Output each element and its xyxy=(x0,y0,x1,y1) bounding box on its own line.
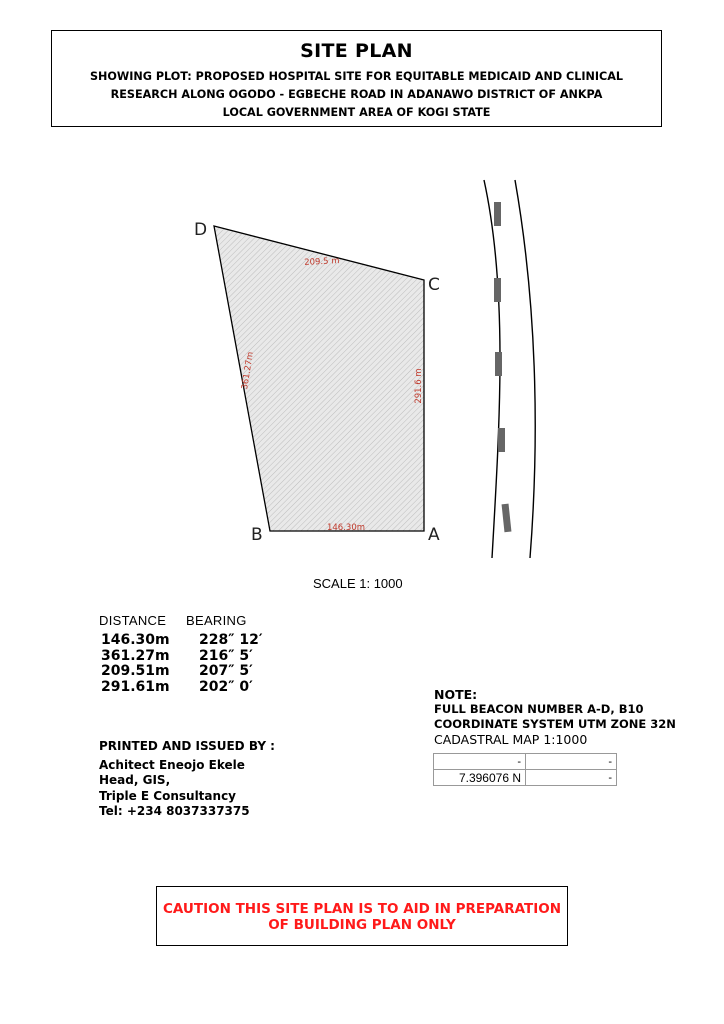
distance-value: 146.30m xyxy=(101,632,170,648)
caution-box xyxy=(156,886,568,946)
side-label-ba: 146.30m xyxy=(326,523,366,533)
note-heading: NOTE: xyxy=(434,687,478,702)
table-cell: - xyxy=(526,754,617,770)
scale-label: SCALE 1: 1000 xyxy=(313,576,403,591)
bearing-value: 202″ 0′ xyxy=(199,678,253,695)
road-lane-marking xyxy=(495,352,502,376)
distance-value: 291.61m xyxy=(101,678,170,695)
issuer-line: Tel: +234 8037337375 xyxy=(99,804,250,818)
issuer-line: Triple E Consultancy xyxy=(99,788,236,803)
survey-row xyxy=(101,680,263,696)
road-lane-marking xyxy=(502,504,512,533)
side-label-db: 361.27m xyxy=(240,351,256,391)
survey-row xyxy=(101,633,263,649)
table-row xyxy=(434,754,617,770)
issuer-line: Head, GIS, xyxy=(99,773,171,787)
distance-value: 209.51m xyxy=(101,663,170,679)
bearing-value: 228″ 12′ xyxy=(199,632,263,648)
note-line: FULL BEACON NUMBER A-D, B10 xyxy=(434,702,644,716)
beacon-label-c: C xyxy=(428,275,440,295)
note-line: CADASTRAL MAP 1:1000 xyxy=(434,732,588,747)
page-title: SITE PLAN xyxy=(300,40,413,62)
beacon-label-d: D xyxy=(194,220,208,240)
survey-row xyxy=(101,664,263,680)
note-block xyxy=(434,687,676,747)
survey-table xyxy=(101,633,263,695)
side-label-dc: 209.5 m xyxy=(303,256,340,268)
issuer-heading: PRINTED AND ISSUED BY : xyxy=(99,739,275,753)
survey-row xyxy=(101,649,263,665)
plot-description-line: SHOWING PLOT: PROPOSED HOSPITAL SITE FOR EQUITABLE MEDICAID AND CLINICAL xyxy=(89,70,624,83)
issuer-block xyxy=(99,739,275,820)
bearing-header: BEARING xyxy=(186,613,247,628)
road-lane-marking xyxy=(498,428,505,452)
caution-line: CAUTION THIS SITE PLAN IS TO AID IN PREPARATION xyxy=(162,901,562,917)
table-cell: - xyxy=(526,770,617,786)
table-cell: 7.396076 N xyxy=(434,770,526,786)
road-lane-marking xyxy=(494,278,501,302)
plot-description-line: RESEARCH ALONG OGODO - EGBECHE ROAD IN ADANAWO DISTRICT OF ANKPA xyxy=(110,88,603,101)
bearing-value: 207″ 5′ xyxy=(199,663,253,679)
coordinates-table xyxy=(433,753,617,786)
beacon-label-b: B xyxy=(251,525,263,545)
plot-description-line: LOCAL GOVERNMENT AREA OF KOGI STATE xyxy=(222,106,491,119)
table-cell: - xyxy=(434,754,526,770)
distance-value: 361.27m xyxy=(101,647,170,664)
road xyxy=(484,180,535,558)
bearing-value: 216″ 5′ xyxy=(199,647,253,664)
caution-line: OF BUILDING PLAN ONLY xyxy=(268,917,456,933)
side-label-ca: 291.6 m xyxy=(414,368,424,404)
distance-header: DISTANCE xyxy=(99,613,167,628)
beacon-label-a: A xyxy=(428,525,440,545)
road-lane-marking xyxy=(494,202,501,226)
table-row xyxy=(434,770,617,786)
road-edge-right xyxy=(515,180,535,558)
issuer-line: Achitect Eneojo Ekele xyxy=(99,757,245,772)
note-line: COORDINATE SYSTEM UTM ZONE 32N xyxy=(434,717,676,731)
